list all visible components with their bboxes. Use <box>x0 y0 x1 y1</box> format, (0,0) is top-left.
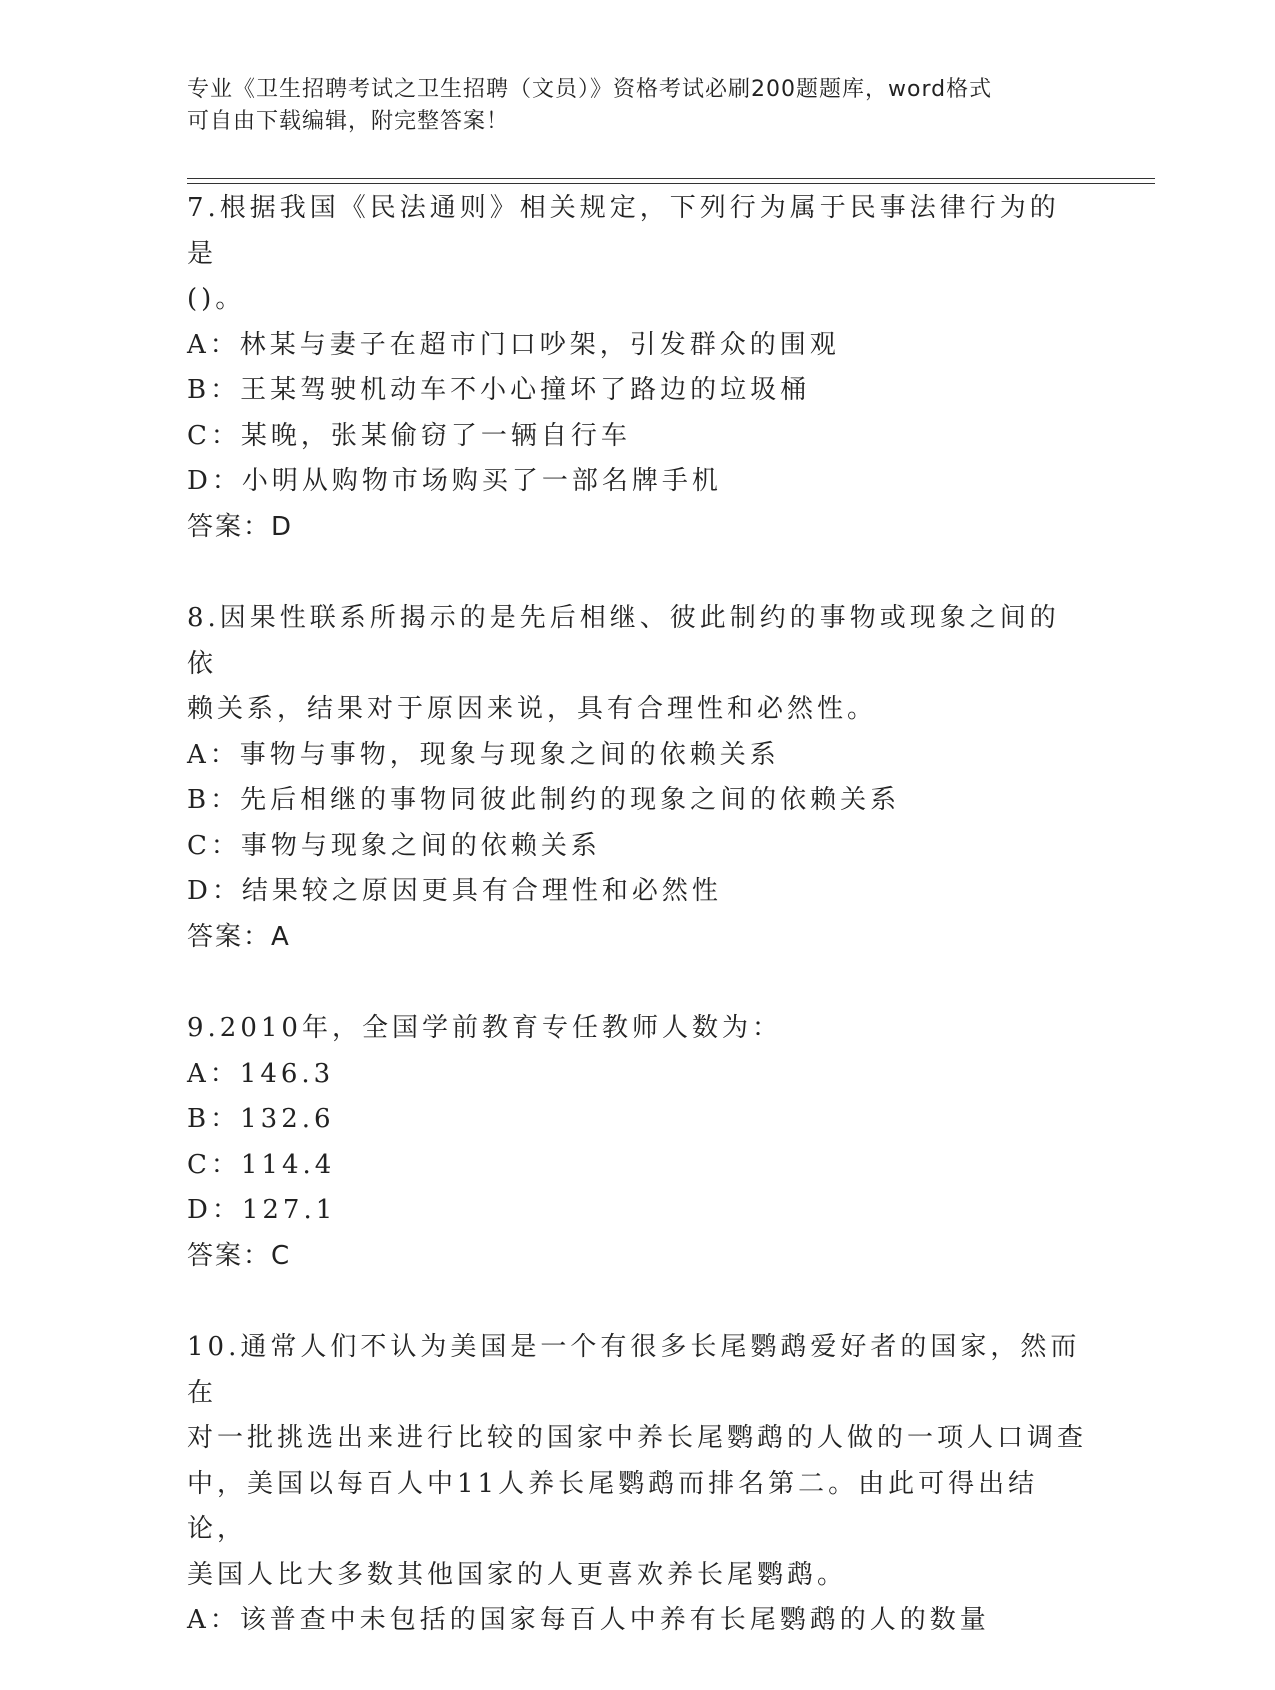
question-stem <box>187 1325 1087 1598</box>
stem-line: 8.因果性联系所揭示的是先后相继、彼此制约的事物或现象之间的依 <box>187 603 1060 679</box>
option-c: C：114.4 <box>187 1149 336 1180</box>
header-line-2: 可自由下载编辑，附完整答案！ <box>187 109 510 134</box>
answer-line: 答案：C <box>187 1240 292 1271</box>
option-b: B：132.6 <box>187 1104 335 1134</box>
option-a: A：林某与妻子在超市门口吵架，引发群众的围观 <box>187 329 840 360</box>
stem-line: 9.2010年，全国学前教育专任教师人数为： <box>187 1013 782 1043</box>
answer-line: 答案：A <box>187 921 291 952</box>
option-d: D：结果较之原因更具有合理性和必然性 <box>187 876 722 906</box>
question-stem <box>187 1006 1087 1052</box>
stem-line: ()。 <box>187 284 246 314</box>
option-a: A：146.3 <box>187 1058 335 1089</box>
stem-line: 7.根据我国《民法通则》相关规定，下列行为属于民事法律行为的是 <box>187 193 1060 269</box>
header-rule-bottom <box>187 183 1155 184</box>
question-stem <box>187 186 1087 323</box>
stem-line: 美国人比大多数其他国家的人更喜欢养长尾鹦鹉。 <box>187 1559 848 1590</box>
question-list <box>187 186 1087 1690</box>
header-rule-top <box>187 178 1155 179</box>
question-7 <box>187 186 1087 550</box>
option-a: A：事物与事物，现象与现象之间的依赖关系 <box>187 739 780 770</box>
stem-line: 10.通常人们不认为美国是一个有很多长尾鹦鹉爱好者的国家，然而在 <box>187 1332 1081 1408</box>
option-d: D：127.1 <box>187 1195 337 1225</box>
answer-line: 答案：D <box>187 511 294 542</box>
option-a: A：该普查中未包括的国家每百人中养有长尾鹦鹉的人的数量 <box>187 1605 990 1635</box>
stem-line: 赖关系，结果对于原因来说，具有合理性和必然性。 <box>187 694 878 724</box>
question-10 <box>187 1325 1087 1644</box>
document-header <box>187 74 1087 138</box>
option-b: B：先后相继的事物同彼此制约的现象之间的依赖关系 <box>187 785 901 815</box>
question-8 <box>187 596 1087 960</box>
question-9 <box>187 1006 1087 1279</box>
header-line-1: 专业《卫生招聘考试之卫生招聘（文员）》资格考试必刷200题题库，word格式 <box>187 77 993 102</box>
stem-line: 中，美国以每百人中11人养长尾鹦鹉而排名第二。由此可得出结论， <box>187 1468 1039 1544</box>
option-d: D：小明从购物市场购买了一部名牌手机 <box>187 466 722 496</box>
question-stem <box>187 596 1087 733</box>
option-b: B：王某驾驶机动车不小心撞坏了路边的垃圾桶 <box>187 375 811 405</box>
stem-line: 对一批挑选出来进行比较的国家中养长尾鹦鹉的人做的一项人口调查 <box>187 1423 1088 1453</box>
option-c: C：事物与现象之间的依赖关系 <box>187 830 601 861</box>
option-c: C：某晚，张某偷窃了一辆自行车 <box>187 420 631 451</box>
